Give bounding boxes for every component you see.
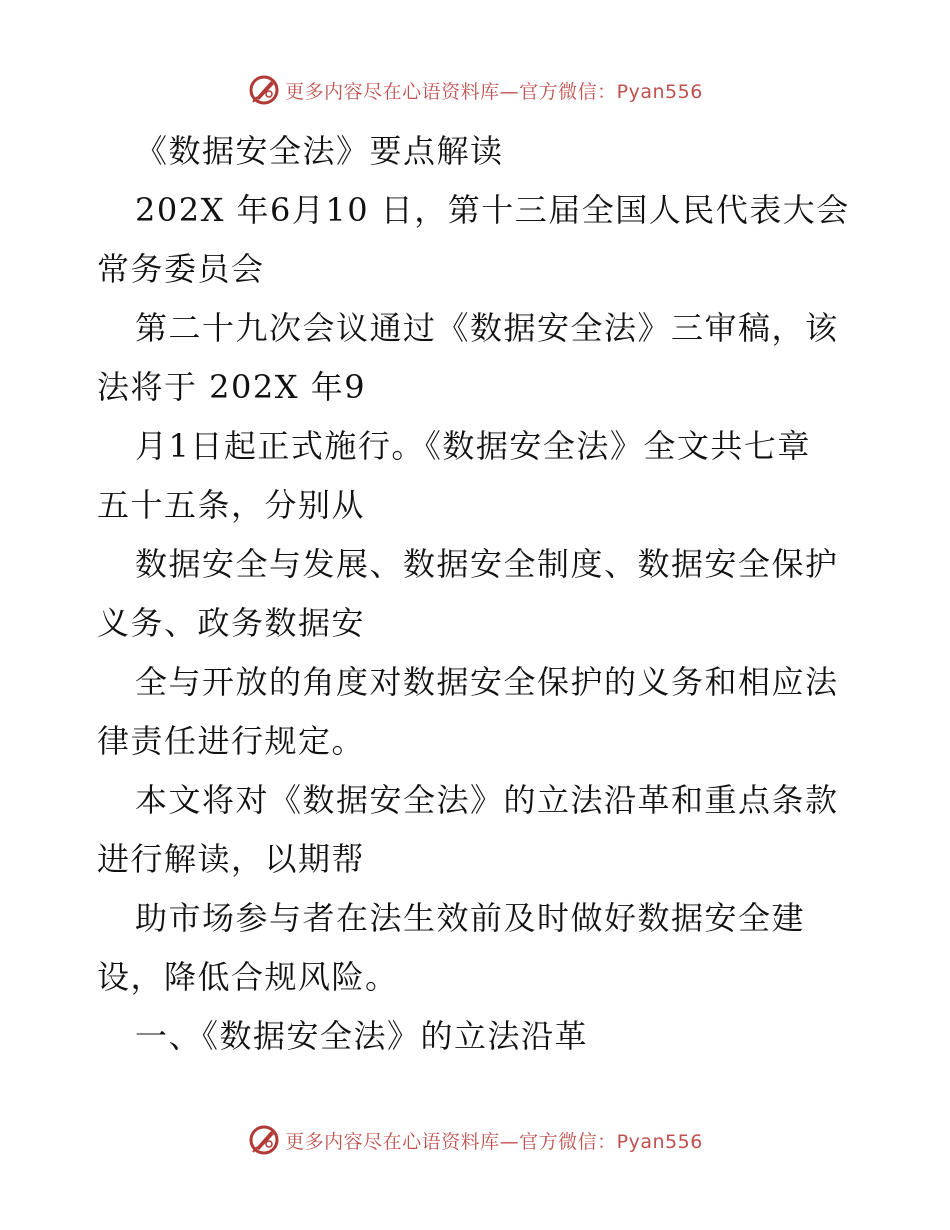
paragraph-line: 助市场参与者在法生效前及时做好数据安全建 — [135, 899, 806, 937]
paragraph-line: 义务、政务数据安 — [97, 604, 366, 642]
quill-seal-icon — [247, 73, 281, 107]
paragraph-line: 数据安全与发展、数据安全制度、数据安全保护 — [135, 545, 839, 583]
paragraph-line: 律责任进行规定。 — [97, 722, 366, 760]
paragraph-line: 设，降低合规风险。 — [97, 958, 399, 996]
paragraph-line: 法将于 202X 年9 — [97, 368, 367, 406]
watermark-footer — [0, 1120, 950, 1160]
paragraph-line: 月1日起正式施行。《数据安全法》全文共七章 — [135, 427, 811, 465]
watermark-header — [0, 70, 950, 110]
paragraph-line: 五十五条，分别从 — [97, 486, 366, 524]
paragraph-line: 本文将对《数据安全法》的立法沿革和重点条款 — [135, 781, 839, 819]
paragraph-line: 常务委员会 — [97, 250, 265, 288]
watermark-text: 更多内容尽在心语资料库—官方微信：Pyan556 — [285, 80, 703, 103]
paragraph-line: 202X 年6月10 日，第十三届全国人民代表大会 — [135, 191, 850, 229]
watermark-wechat-id: Pyan556 — [616, 1130, 703, 1153]
paragraph-line: 第二十九次会议通过《数据安全法》三审稿，该 — [135, 309, 839, 347]
paragraph-line: 进行解读，以期帮 — [97, 840, 366, 878]
document-body — [97, 122, 867, 1066]
paragraph-line: 全与开放的角度对数据安全保护的义务和相应法 — [135, 663, 839, 701]
section-heading: 一、《数据安全法》的立法沿革 — [135, 1017, 589, 1055]
document-title: 《数据安全法》要点解读 — [135, 132, 504, 170]
quill-seal-icon — [247, 1123, 281, 1157]
watermark-text: 更多内容尽在心语资料库—官方微信：Pyan556 — [285, 1130, 703, 1153]
watermark-wechat-id: Pyan556 — [616, 80, 703, 103]
